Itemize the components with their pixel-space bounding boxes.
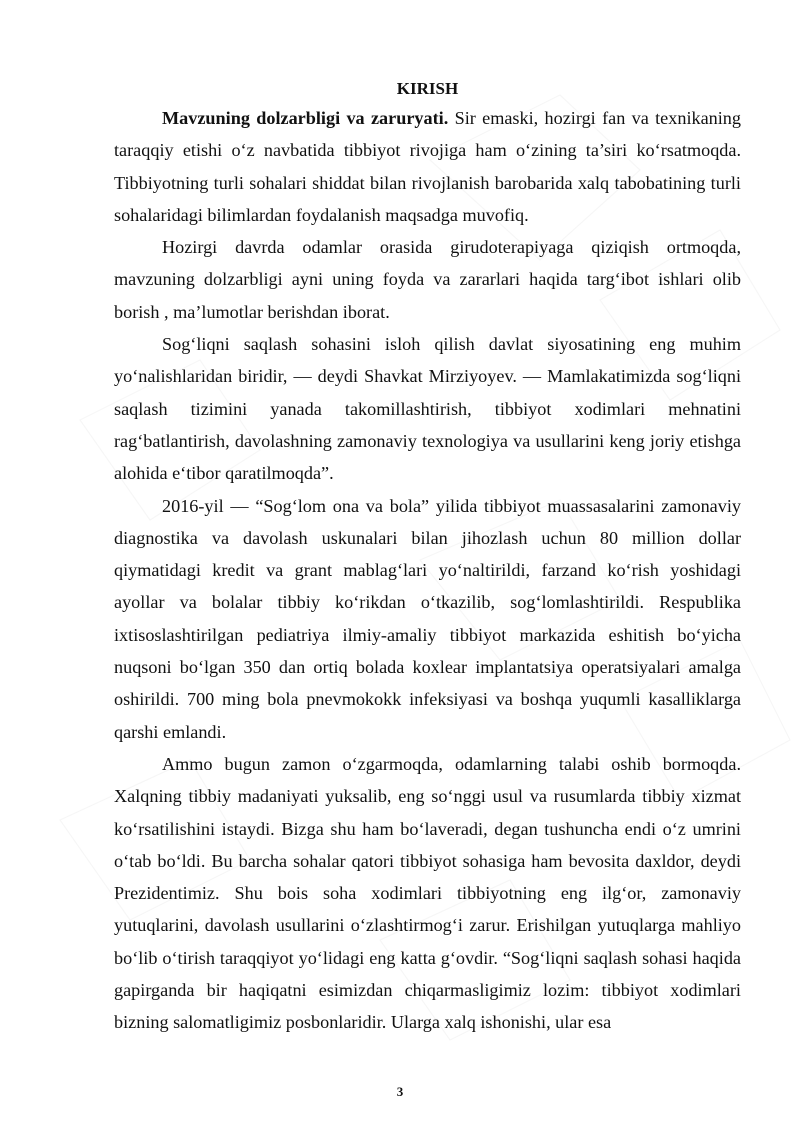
paragraph-lead: Mavzuning dolzarbligi va zaruryati.	[162, 108, 449, 128]
section-heading: KIRISH	[396, 79, 459, 98]
paragraph-2: Hozirgi davrda odamlar orasida girudoterapiyaga qiziqish ortmoqda, mavzuning dolzarbligi ayni uning foyda va zararlari haqida targ‘ibot ishlari olib borish , ma’lumotlar berishdan iborat.	[114, 237, 741, 322]
paragraph-4: 2016-yil — “Sog‘lom ona va bola” yilida tibbiyot muassasalarini zamonaviy diagnostika va davolash uskunalari bilan jihozlash uchun 80 million dollar qiymatidagi kredit va grant mablag‘lari yo‘naltirildi, farzand ko‘rish yoshidagi ayollar va bolalar tibbiy ko‘rikdan o‘tkazilib, sog‘lomlashtirildi. Respublika ixtisoslashtirilgan pediatriya ilmiy-amaliy tibbiyot markazida eshitish bo‘yicha nuqsoni bo‘lgan 350 dan ortiq bolada koxlear implantatsiya operatsiyalari amalga oshirildi. 700 ming bola pnevmokokk infeksiyasi va boshqa yuqumli kasalliklarga qarshi emlandi.	[114, 495, 741, 742]
paragraph-text: Sir emaski, hozirgi fan va texnikaning taraqqiy etishi o‘z navbatida tibbiyot rivojiga ham o‘zining ta’siri ko‘rsatmoqda. Tibbiyotning turli sohalari shiddat bilan rivojlanish barobarida xalq tabobatining turli sohalaridagi bilimlardan foydalanish maqsadga muvofiq.	[114, 108, 741, 225]
paragraph-5: Ammo bugun zamon o‘zgarmoqda, odamlarning talabi oshib bormoqda. Xalqning tibbiy madaniyati yuksalib, eng so‘nggi usul va rusumlarda tibbiy xizmat ko‘rsatilishini istaydi. Bizga shu ham bo‘laveradi, degan tushuncha endi o‘z umrini o‘tab bo‘ldi. Bu barcha sohalar qatori tibbiyot sohasiga ham bevosita daxldor, deydi Prezidentimiz. Shu bois soha xodimlari tibbiyotning eng ilg‘or, zamonaviy yutuqlarini, davolash usullarini o‘zlashtirmog‘i zarur. Erishilgan yutuqlarga mahliyo bo‘lib o‘tirish taraqqiyot yo‘lidagi eng katta g‘ovdir. “Sog‘liqni saqlash sohasi haqida gapirganda bir haqiqatni esimizdan chiqarmasligimiz lozim: tibbiyot xodimlari bizning salomatligimiz posbonlaridir. Ularga xalq ishonishi, ular esa	[114, 753, 741, 1033]
paragraph-1	[114, 102, 741, 231]
document-body	[114, 64, 741, 1039]
paragraph-3: Sog‘liqni saqlash sohasini isloh qilish davlat siyosatining eng muhim yo‘nalishlaridan biridir, — deydi Shavkat Mirziyoyev. — Mamlakatimizda sog‘liqni saqlash tizimini yanada takomillashtirish, tibbiyot xodimlari mehnatini rag‘batlantirish, davolashning zamonaviy texnologiya va usullarini keng joriy etishga alohida e‘tibor qaratilmoqda”.	[114, 334, 741, 484]
page-number: 3	[396, 1084, 404, 1099]
